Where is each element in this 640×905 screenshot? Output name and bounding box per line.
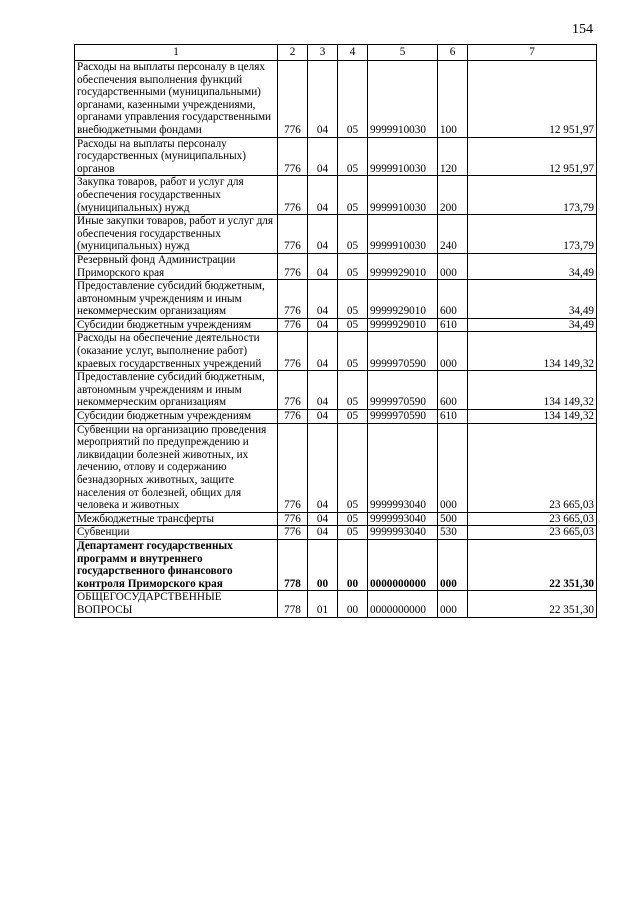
row-amount: 173,79 [468, 176, 597, 215]
row-section-code: 04 [308, 137, 338, 176]
column-header: 1 [75, 45, 278, 61]
row-ved-code: 776 [278, 253, 308, 279]
row-amount: 22 351,30 [468, 591, 597, 617]
row-expense-type-code: 600 [438, 371, 468, 410]
row-target-article-code: 0000000000 [368, 591, 438, 617]
row-subsection-code: 05 [338, 215, 368, 254]
row-expense-type-code: 000 [438, 332, 468, 371]
row-section-code: 04 [308, 280, 338, 319]
row-section-code: 04 [308, 61, 338, 138]
table-row [75, 539, 597, 590]
row-target-article-code: 9999970590 [368, 410, 438, 424]
row-subsection-code: 05 [338, 253, 368, 279]
row-amount: 34,49 [468, 280, 597, 319]
row-section-code: 04 [308, 410, 338, 424]
row-amount: 134 149,32 [468, 332, 597, 371]
table-row [75, 176, 597, 215]
row-section-code: 01 [308, 591, 338, 617]
row-target-article-code: 9999993040 [368, 512, 438, 526]
row-ved-code: 776 [278, 61, 308, 138]
row-section-code: 04 [308, 371, 338, 410]
row-description: Субсидии бюджетным учреждениям [75, 318, 278, 332]
row-expense-type-code: 000 [438, 423, 468, 512]
row-description: Закупка товаров, работ и услуг для обеспечения государственных (муниципальных) нужд [75, 176, 278, 215]
row-section-code: 04 [308, 512, 338, 526]
table-row [75, 215, 597, 254]
row-expense-type-code: 530 [438, 526, 468, 540]
column-header: 2 [278, 45, 308, 61]
row-ved-code: 776 [278, 512, 308, 526]
row-target-article-code: 0000000000 [368, 539, 438, 590]
table-header-row [75, 45, 597, 61]
row-ved-code: 776 [278, 410, 308, 424]
row-expense-type-code: 100 [438, 61, 468, 138]
row-expense-type-code: 000 [438, 253, 468, 279]
row-subsection-code: 05 [338, 423, 368, 512]
table-row [75, 410, 597, 424]
row-target-article-code: 9999910030 [368, 137, 438, 176]
row-expense-type-code: 000 [438, 591, 468, 617]
row-subsection-code: 05 [338, 318, 368, 332]
row-description: Департамент государственных программ и внутреннего государственного финансового контроля Приморского края [75, 539, 278, 590]
row-expense-type-code: 240 [438, 215, 468, 254]
column-header: 3 [308, 45, 338, 61]
table-row [75, 61, 597, 138]
row-subsection-code: 05 [338, 176, 368, 215]
row-description: Иные закупки товаров, работ и услуг для обеспечения государственных (муниципальных) нужд [75, 215, 278, 254]
row-ved-code: 776 [278, 371, 308, 410]
table-row [75, 253, 597, 279]
row-ved-code: 778 [278, 539, 308, 590]
budget-table [74, 44, 597, 618]
column-header: 4 [338, 45, 368, 61]
row-section-code: 04 [308, 318, 338, 332]
row-target-article-code: 9999910030 [368, 61, 438, 138]
table-row [75, 137, 597, 176]
row-ved-code: 776 [278, 526, 308, 540]
row-subsection-code: 05 [338, 410, 368, 424]
row-expense-type-code: 610 [438, 318, 468, 332]
row-expense-type-code: 120 [438, 137, 468, 176]
row-target-article-code: 9999970590 [368, 371, 438, 410]
row-amount: 134 149,32 [468, 410, 597, 424]
row-expense-type-code: 610 [438, 410, 468, 424]
row-description: Предоставление субсидий бюджетным, автономным учреждениям и иным некоммерческим организациям [75, 280, 278, 319]
row-ved-code: 778 [278, 591, 308, 617]
row-target-article-code: 9999910030 [368, 176, 438, 215]
row-amount: 23 665,03 [468, 512, 597, 526]
row-expense-type-code: 500 [438, 512, 468, 526]
row-section-code: 04 [308, 332, 338, 371]
row-description: ОБЩЕГОСУДАРСТВЕННЫЕ ВОПРОСЫ [75, 591, 278, 617]
row-expense-type-code: 200 [438, 176, 468, 215]
row-expense-type-code: 000 [438, 539, 468, 590]
row-section-code: 04 [308, 253, 338, 279]
row-ved-code: 776 [278, 215, 308, 254]
row-amount: 22 351,30 [468, 539, 597, 590]
row-description: Межбюджетные трансферты [75, 512, 278, 526]
row-ved-code: 776 [278, 176, 308, 215]
row-subsection-code: 05 [338, 512, 368, 526]
row-subsection-code: 05 [338, 332, 368, 371]
row-target-article-code: 9999993040 [368, 423, 438, 512]
row-target-article-code: 9999929010 [368, 318, 438, 332]
row-subsection-code: 05 [338, 280, 368, 319]
row-subsection-code: 00 [338, 539, 368, 590]
table-row [75, 318, 597, 332]
row-amount: 34,49 [468, 318, 597, 332]
table-row [75, 526, 597, 540]
row-description: Субсидии бюджетным учреждениям [75, 410, 278, 424]
row-section-code: 00 [308, 539, 338, 590]
column-header: 7 [468, 45, 597, 61]
row-amount: 23 665,03 [468, 526, 597, 540]
row-description: Субвенции [75, 526, 278, 540]
row-target-article-code: 9999929010 [368, 280, 438, 319]
row-description: Резервный фонд Администрации Приморского края [75, 253, 278, 279]
row-expense-type-code: 600 [438, 280, 468, 319]
table-row [75, 332, 597, 371]
row-target-article-code: 9999970590 [368, 332, 438, 371]
row-ved-code: 776 [278, 280, 308, 319]
row-target-article-code: 9999910030 [368, 215, 438, 254]
row-subsection-code: 05 [338, 526, 368, 540]
row-target-article-code: 9999993040 [368, 526, 438, 540]
row-section-code: 04 [308, 215, 338, 254]
table-row [75, 512, 597, 526]
table-row [75, 280, 597, 319]
row-subsection-code: 05 [338, 371, 368, 410]
row-description: Предоставление субсидий бюджетным, автономным учреждениям и иным некоммерческим организациям [75, 371, 278, 410]
row-ved-code: 776 [278, 423, 308, 512]
row-amount: 34,49 [468, 253, 597, 279]
row-description: Расходы на обеспечение деятельности (оказание услуг, выполнение работ) краевых государственных учреждений [75, 332, 278, 371]
row-section-code: 04 [308, 176, 338, 215]
row-section-code: 04 [308, 423, 338, 512]
row-ved-code: 776 [278, 318, 308, 332]
row-amount: 12 951,97 [468, 137, 597, 176]
page-number: 154 [572, 22, 593, 37]
row-ved-code: 776 [278, 137, 308, 176]
row-description: Расходы на выплаты персоналу в целях обеспечения выполнения функций государственными (муниципальными) органами, казенными учреждениями, органами управления государственными внебюджетными фондами [75, 61, 278, 138]
row-amount: 12 951,97 [468, 61, 597, 138]
row-amount: 173,79 [468, 215, 597, 254]
row-subsection-code: 00 [338, 591, 368, 617]
table-row [75, 591, 597, 617]
row-ved-code: 776 [278, 332, 308, 371]
row-subsection-code: 05 [338, 137, 368, 176]
column-header: 6 [438, 45, 468, 61]
column-header: 5 [368, 45, 438, 61]
table-row [75, 371, 597, 410]
row-amount: 23 665,03 [468, 423, 597, 512]
row-target-article-code: 9999929010 [368, 253, 438, 279]
row-description: Расходы на выплаты персоналу государственных (муниципальных) органов [75, 137, 278, 176]
table-row [75, 423, 597, 512]
row-section-code: 04 [308, 526, 338, 540]
row-subsection-code: 05 [338, 61, 368, 138]
row-description: Субвенции на организацию проведения мероприятий по предупреждению и ликвидации болезней животных, их лечению, отлову и содержанию безнадзорных животных, защите населения от болезней, общих для человека и животных [75, 423, 278, 512]
row-amount: 134 149,32 [468, 371, 597, 410]
